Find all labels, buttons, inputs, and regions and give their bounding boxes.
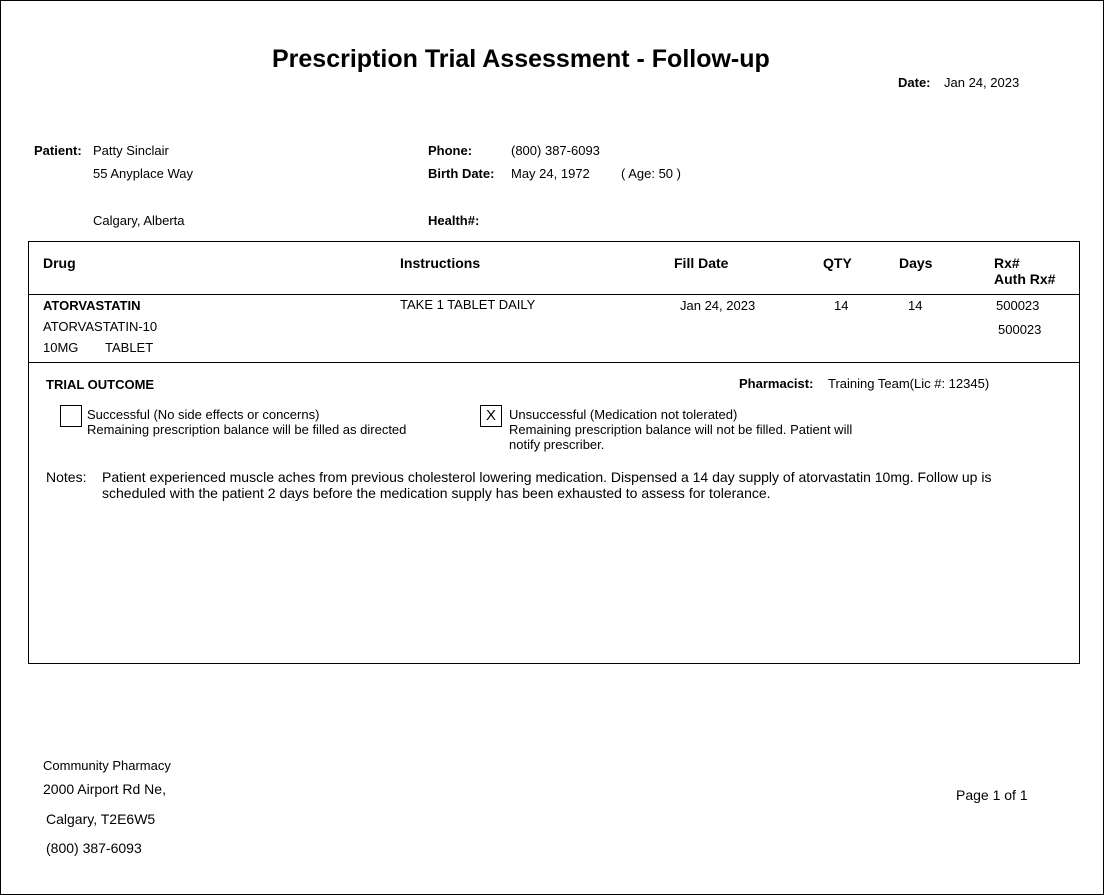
table-row-divider <box>28 362 1079 363</box>
col-header-fill-date: Fill Date <box>674 255 729 271</box>
col-header-auth-rx: Auth Rx# <box>994 271 1056 287</box>
birth-date-value: May 24, 1972 <box>511 166 590 181</box>
days-value: 14 <box>908 298 923 313</box>
col-header-drug: Drug <box>43 255 76 271</box>
phone-label: Phone: <box>428 143 473 158</box>
successful-option-text <box>87 407 406 437</box>
date-value: Jan 24, 2023 <box>944 75 1020 90</box>
col-header-qty: QTY <box>823 255 852 271</box>
pharmacy-name: Community Pharmacy <box>43 758 171 773</box>
health-number-label: Health#: <box>428 213 480 228</box>
patient-address: 55 Anyplace Way <box>93 166 193 181</box>
pharmacy-phone: (800) 387-6093 <box>46 840 142 856</box>
successful-title: Successful (No side effects or concerns) <box>87 407 320 422</box>
pharmacist-value: Training Team(Lic #: 12345) <box>828 376 990 391</box>
qty-value: 14 <box>834 298 849 313</box>
notes-label: Notes: <box>46 469 87 485</box>
successful-detail: Remaining prescription balance will be filled as directed <box>87 422 407 437</box>
col-header-days: Days <box>899 255 933 271</box>
drug-form: TABLET <box>105 340 154 355</box>
drug-generic: ATORVASTATIN-10 <box>43 319 158 334</box>
fill-date-value: Jan 24, 2023 <box>680 298 756 313</box>
successful-checkbox[interactable] <box>60 405 82 427</box>
unsuccessful-detail-1: Remaining prescription balance will not be filled. Patient will <box>509 422 853 437</box>
page-title: Prescription Trial Assessment - Follow-up <box>272 45 770 73</box>
notes-text: Patient experienced muscle aches from previous cholesterol lowering medication. Dispensed a 14 day supply of atorvastatin 10mg. Follow up is scheduled with the patient 2 days before the medication supply has been exhausted to assess for tolerance. <box>102 469 992 501</box>
table-header-divider <box>28 294 1079 295</box>
auth-rx-value: 500023 <box>998 322 1042 337</box>
col-header-instructions: Instructions <box>400 255 481 271</box>
page-number: Page 1 of 1 <box>956 787 1028 803</box>
drug-instructions: TAKE 1 TABLET DAILY <box>400 297 536 312</box>
pharmacy-address: 2000 Airport Rd Ne, <box>43 781 166 797</box>
patient-name: Patty Sinclair <box>93 143 169 158</box>
unsuccessful-detail-2: notify prescriber. <box>509 437 605 452</box>
unsuccessful-option-text <box>509 407 852 452</box>
patient-label: Patient: <box>34 143 82 158</box>
unsuccessful-title: Unsuccessful (Medication not tolerated) <box>509 407 738 422</box>
col-header-rx: Rx# <box>994 255 1020 271</box>
pharmacy-city: Calgary, T2E6W5 <box>46 811 156 827</box>
trial-outcome-heading: TRIAL OUTCOME <box>46 377 155 392</box>
pharmacist-label: Pharmacist: <box>739 376 814 391</box>
birth-date-label: Birth Date: <box>428 166 495 181</box>
phone-value: (800) 387-6093 <box>511 143 600 158</box>
drug-strength: 10MG <box>43 340 79 355</box>
patient-city: Calgary, Alberta <box>93 213 185 228</box>
drug-name: ATORVASTATIN <box>43 298 141 313</box>
rx-value: 500023 <box>996 298 1040 313</box>
date-label: Date: <box>898 75 931 90</box>
unsuccessful-checkbox[interactable]: X <box>480 405 502 427</box>
age-value: ( Age: 50 ) <box>621 166 681 181</box>
